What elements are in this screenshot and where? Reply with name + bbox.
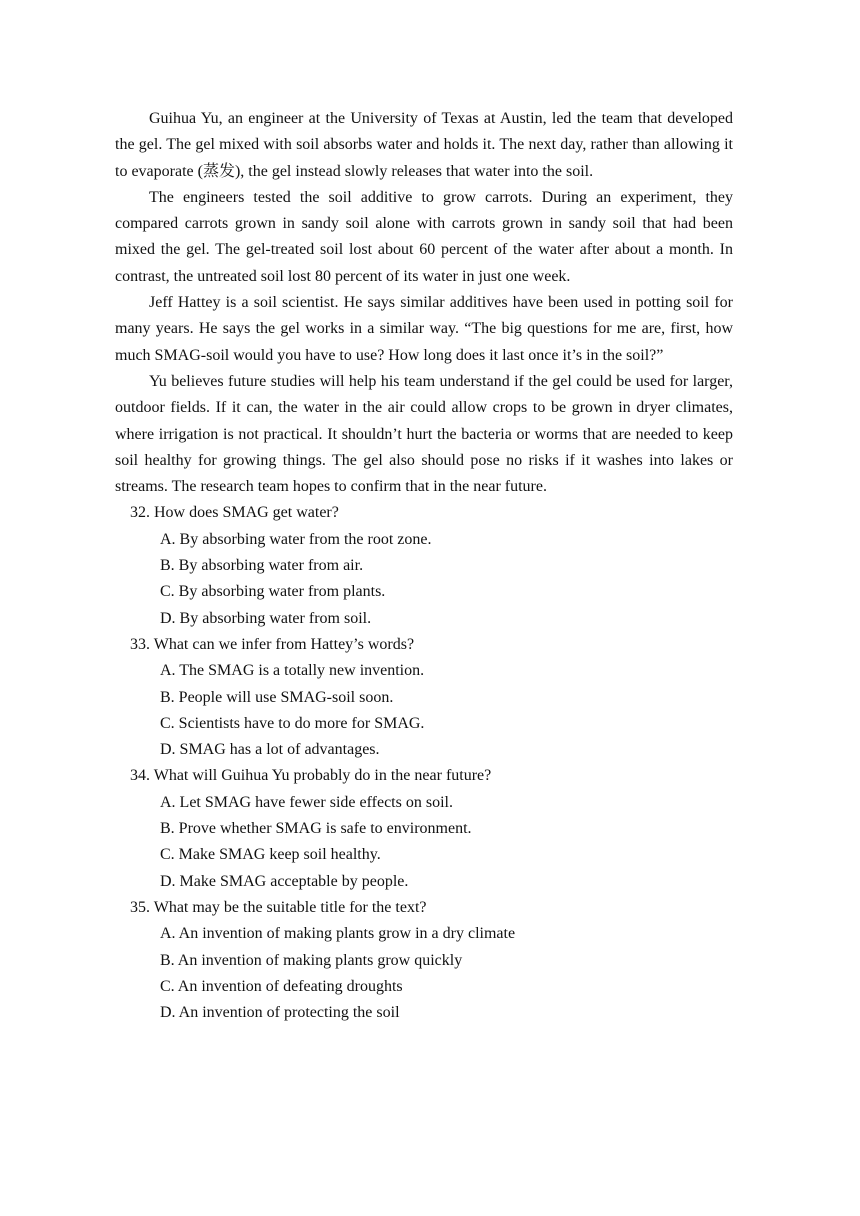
- answer-option: C. An invention of defeating droughts: [160, 977, 403, 995]
- answer-option: A. Let SMAG have fewer side effects on soil.: [160, 793, 453, 811]
- question-35: [115, 895, 733, 1026]
- answer-option: A. An invention of making plants grow in a dry climate: [160, 925, 516, 943]
- answer-option: D. SMAG has a lot of advantages.: [160, 741, 380, 759]
- reading-passage: [115, 106, 733, 500]
- answer-option: B. By absorbing water from air.: [160, 557, 364, 575]
- answer-option: C. Make SMAG keep soil healthy.: [160, 846, 381, 864]
- passage-paragraph: Guihua Yu, an engineer at the University of Texas at Austin, led the team that developed the gel. The gel mixed with soil absorbs water and holds it. The next day, rather than allowing it to evaporate (蒸发), the gel instead slowly releases that water into the soil.: [115, 110, 733, 180]
- document-page: [115, 106, 733, 1026]
- answer-option: C. By absorbing water from plants.: [160, 583, 386, 601]
- question-34: [115, 763, 733, 894]
- passage-paragraph: Jeff Hattey is a soil scientist. He says similar additives have been used in potting soil for many years. He says the gel works in a similar way. “The big questions for me are, first, how much SMAG-soil would you have to use? How long does it last once it’s in the soil?”: [115, 294, 733, 364]
- answer-option: B. People will use SMAG-soil soon.: [160, 688, 394, 706]
- passage-paragraph: The engineers tested the soil additive to grow carrots. During an experiment, they compared carrots grown in sandy soil alone with carrots grown in sandy soil that had been mixed the gel. The gel-treated soil lost about 60 percent of the water after about a month. In contrast, the untreated soil lost 80 percent of its water in just one week.: [115, 188, 733, 285]
- answer-option: D. Make SMAG acceptable by people.: [160, 872, 409, 890]
- answer-option: D. By absorbing water from soil.: [160, 609, 372, 627]
- question-33: [115, 632, 733, 763]
- answer-option: A. By absorbing water from the root zone.: [160, 530, 432, 548]
- answer-option: C. Scientists have to do more for SMAG.: [160, 714, 425, 732]
- passage-paragraph: Yu believes future studies will help his team understand if the gel could be used for larger, outdoor fields. If it can, the water in the air could allow crops to be grown in dryer climates, where irrigation is not practical. It shouldn’t hurt the bacteria or worms that are needed to keep soil healthy for growing things. The gel also should pose no risks if it washes into lakes or streams. The research team hopes to confirm that in the near future.: [115, 372, 733, 496]
- question-stem: 33. What can we infer from Hattey’s words?: [130, 635, 415, 653]
- answer-option: A. The SMAG is a totally new invention.: [160, 662, 425, 680]
- answer-option: B. Prove whether SMAG is safe to environment.: [160, 820, 472, 838]
- answer-option: B. An invention of making plants grow quickly: [160, 951, 463, 969]
- question-32: [115, 500, 733, 631]
- question-stem: 34. What will Guihua Yu probably do in the near future?: [130, 767, 492, 785]
- question-stem: 35. What may be the suitable title for the text?: [130, 898, 427, 916]
- answer-option: D. An invention of protecting the soil: [160, 1004, 400, 1022]
- question-stem: 32. How does SMAG get water?: [130, 504, 339, 522]
